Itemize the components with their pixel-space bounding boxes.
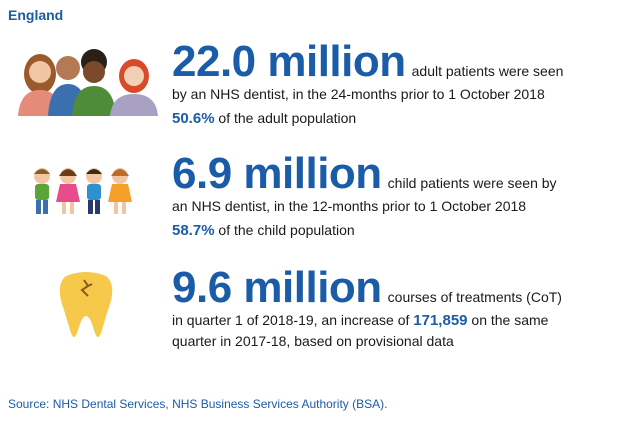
quarter-increase-number: 171,859 — [413, 312, 468, 329]
courses-of-treatment-figure: 9.6 million — [172, 263, 382, 312]
adult-population-label: of the adult population — [214, 110, 357, 126]
child-patients-lead: child patients were seen by — [387, 175, 557, 191]
quarter-increase-text-a: in quarter 1 of 2018-19, an increase of — [172, 312, 414, 328]
child-population-percent: 58.7% — [172, 222, 215, 239]
quarter-increase-text-b: on the same — [467, 312, 549, 328]
adult-patients-lead: adult patients were seen — [411, 63, 564, 79]
courses-of-treatment-lead: courses of treatments (CoT) — [387, 289, 562, 305]
child-population-label: of the child population — [214, 222, 355, 238]
source-note: Source: NHS Dental Services, NHS Business Services Authority (BSA). — [8, 397, 388, 411]
adults-group-icon — [10, 44, 160, 116]
adult-patients-detail: by an NHS dentist, in the 24-months prior to 1 October 2018 — [172, 86, 545, 102]
adult-population-percent: 50.6% — [172, 110, 215, 127]
children-group-icon — [30, 164, 136, 216]
provisional-data-note: quarter in 2017-18, based on provisional data — [172, 333, 454, 349]
tooth-icon — [58, 270, 114, 344]
child-patients-figure: 6.9 million — [172, 149, 382, 198]
region-label: England — [8, 7, 64, 23]
child-patients-detail: an NHS dentist, in the 12-months prior to 1 October 2018 — [172, 198, 527, 214]
adult-patients-figure: 22.0 million — [172, 37, 406, 86]
